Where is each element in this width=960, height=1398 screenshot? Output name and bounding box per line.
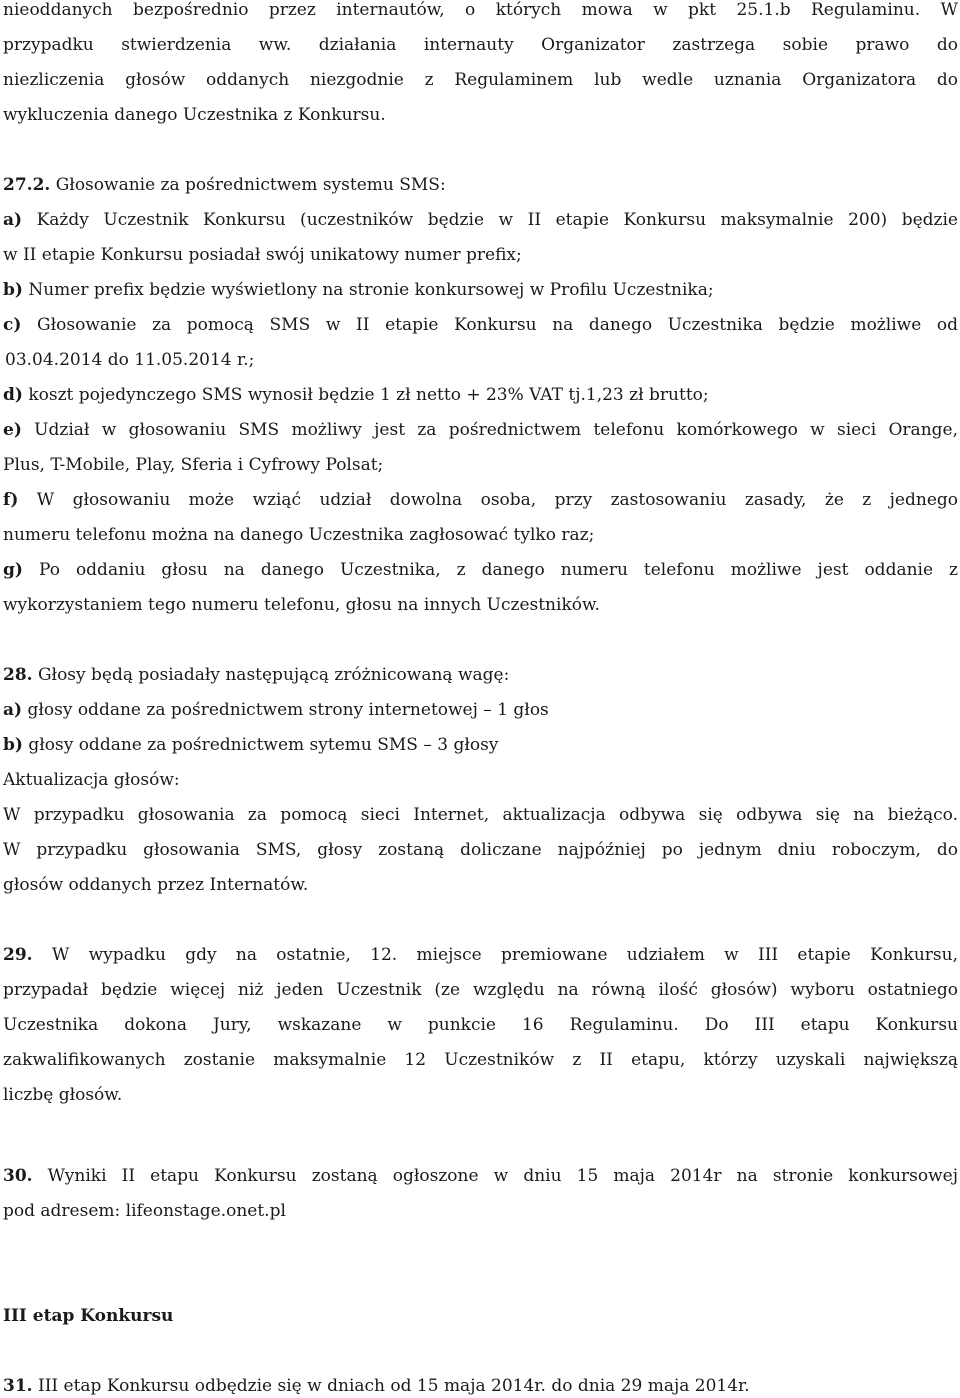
list-item-c: c) Głosowanie za pomocą SMS w II etapie Konkursu na danego Uczestnika będzie możliwe od: [3, 315, 958, 335]
section-29-line: 29. W wypadku gdy na ostatnie, 12. miejsce premiowane udziałem w III etapie Konkursu,: [3, 945, 958, 965]
list-item-g: g) Po oddaniu głosu na danego Uczestnika, z danego numeru telefonu możliwe jest oddanie z: [3, 560, 958, 580]
list-item-f-cont: numeru telefonu można na danego Uczestnika zagłosować tylko raz;: [3, 525, 595, 545]
list-item-e-cont: Plus, T-Mobile, Play, Sferia i Cyfrowy Polsat;: [3, 455, 384, 475]
list-item-b: b) Numer prefix będzie wyświetlony na stronie konkursowej w Profilu Uczestnika;: [3, 280, 714, 300]
paragraph-line: przypadku stwierdzenia ww. działania internauty Organizator zastrzega sobie prawo do: [3, 35, 958, 55]
weight-item-b: b) głosy oddane za pośrednictwem sytemu SMS – 3 głosy: [3, 735, 499, 755]
section-27-2-title: 27.2. Głosowanie za pośrednictwem systemu SMS:: [3, 175, 446, 195]
update-line: W przypadku głosowania za pomocą sieci Internet, aktualizacja odbywa się odbywa się na bieżąco.: [3, 805, 958, 825]
list-item-e: e) Udział w głosowaniu SMS możliwy jest za pośrednictwem telefonu komórkowego w sieci Orange,: [3, 420, 958, 440]
weight-item-a: a) głosy oddane za pośrednictwem strony internetowej – 1 głos: [3, 700, 549, 720]
update-line: W przypadku głosowania SMS, głosy zostaną doliczane najpóźniej po jednym dniu roboczym, do: [3, 840, 958, 860]
paragraph-line: niezliczenia głosów oddanych niezgodnie z Regulaminem lub wedle uznania Organizatora do: [3, 70, 958, 90]
update-line: głosów oddanych przez Internatów.: [3, 875, 309, 895]
section-29-line: zakwalifikowanych zostanie maksymalnie 12 Uczestników z II etapu, którzy uzyskali największą: [3, 1050, 958, 1070]
section-28-title: 28. Głosy będą posiadały następującą zróżnicowaną wagę:: [3, 665, 510, 685]
list-item-a-cont: w II etapie Konkursu posiadał swój unikatowy numer prefix;: [3, 245, 522, 265]
section-29-line: Uczestnika dokona Jury, wskazane w punkcie 16 Regulaminu. Do III etapu Konkursu: [3, 1015, 958, 1035]
list-item-f: f) W głosowaniu może wziąć udział dowolna osoba, przy zastosowaniu zasady, że z jednego: [3, 490, 958, 510]
list-item-g-cont: wykorzystaniem tego numeru telefonu, głosu na innych Uczestników.: [3, 595, 600, 615]
update-label: Aktualizacja głosów:: [3, 770, 180, 790]
section-30-line: 30. Wyniki II etapu Konkursu zostaną ogłoszone w dniu 15 maja 2014r na stronie konkursowej: [3, 1166, 958, 1186]
section-29-line: przypadał będzie więcej niż jeden Uczestnik (ze względu na równą ilość głosów) wyboru ostatniego: [3, 980, 958, 1000]
section-30-line: pod adresem: lifeonstage.onet.pl: [3, 1201, 286, 1221]
section-29-line: liczbę głosów.: [3, 1085, 123, 1105]
section-31-line: 31. III etap Konkursu odbędzie się w dniach od 15 maja 2014r. do dnia 29 maja 2014r.: [3, 1376, 750, 1396]
section-heading: III etap Konkursu: [3, 1306, 174, 1326]
list-item-a: a) Każdy Uczestnik Konkursu (uczestników będzie w II etapie Konkursu maksymalnie 200) będzie: [3, 210, 958, 230]
paragraph-line: wykluczenia danego Uczestnika z Konkursu.: [3, 105, 386, 125]
paragraph-line: nieoddanych bezpośrednio przez internautów, o których mowa w pkt 25.1.b Regulaminu. W: [3, 0, 958, 20]
list-item-d: d) koszt pojedynczego SMS wynosił będzie 1 zł netto + 23% VAT tj.1,23 zł brutto;: [3, 385, 709, 405]
list-item-c-cont: 03.04.2014 do 11.05.2014 r.;: [5, 350, 255, 370]
